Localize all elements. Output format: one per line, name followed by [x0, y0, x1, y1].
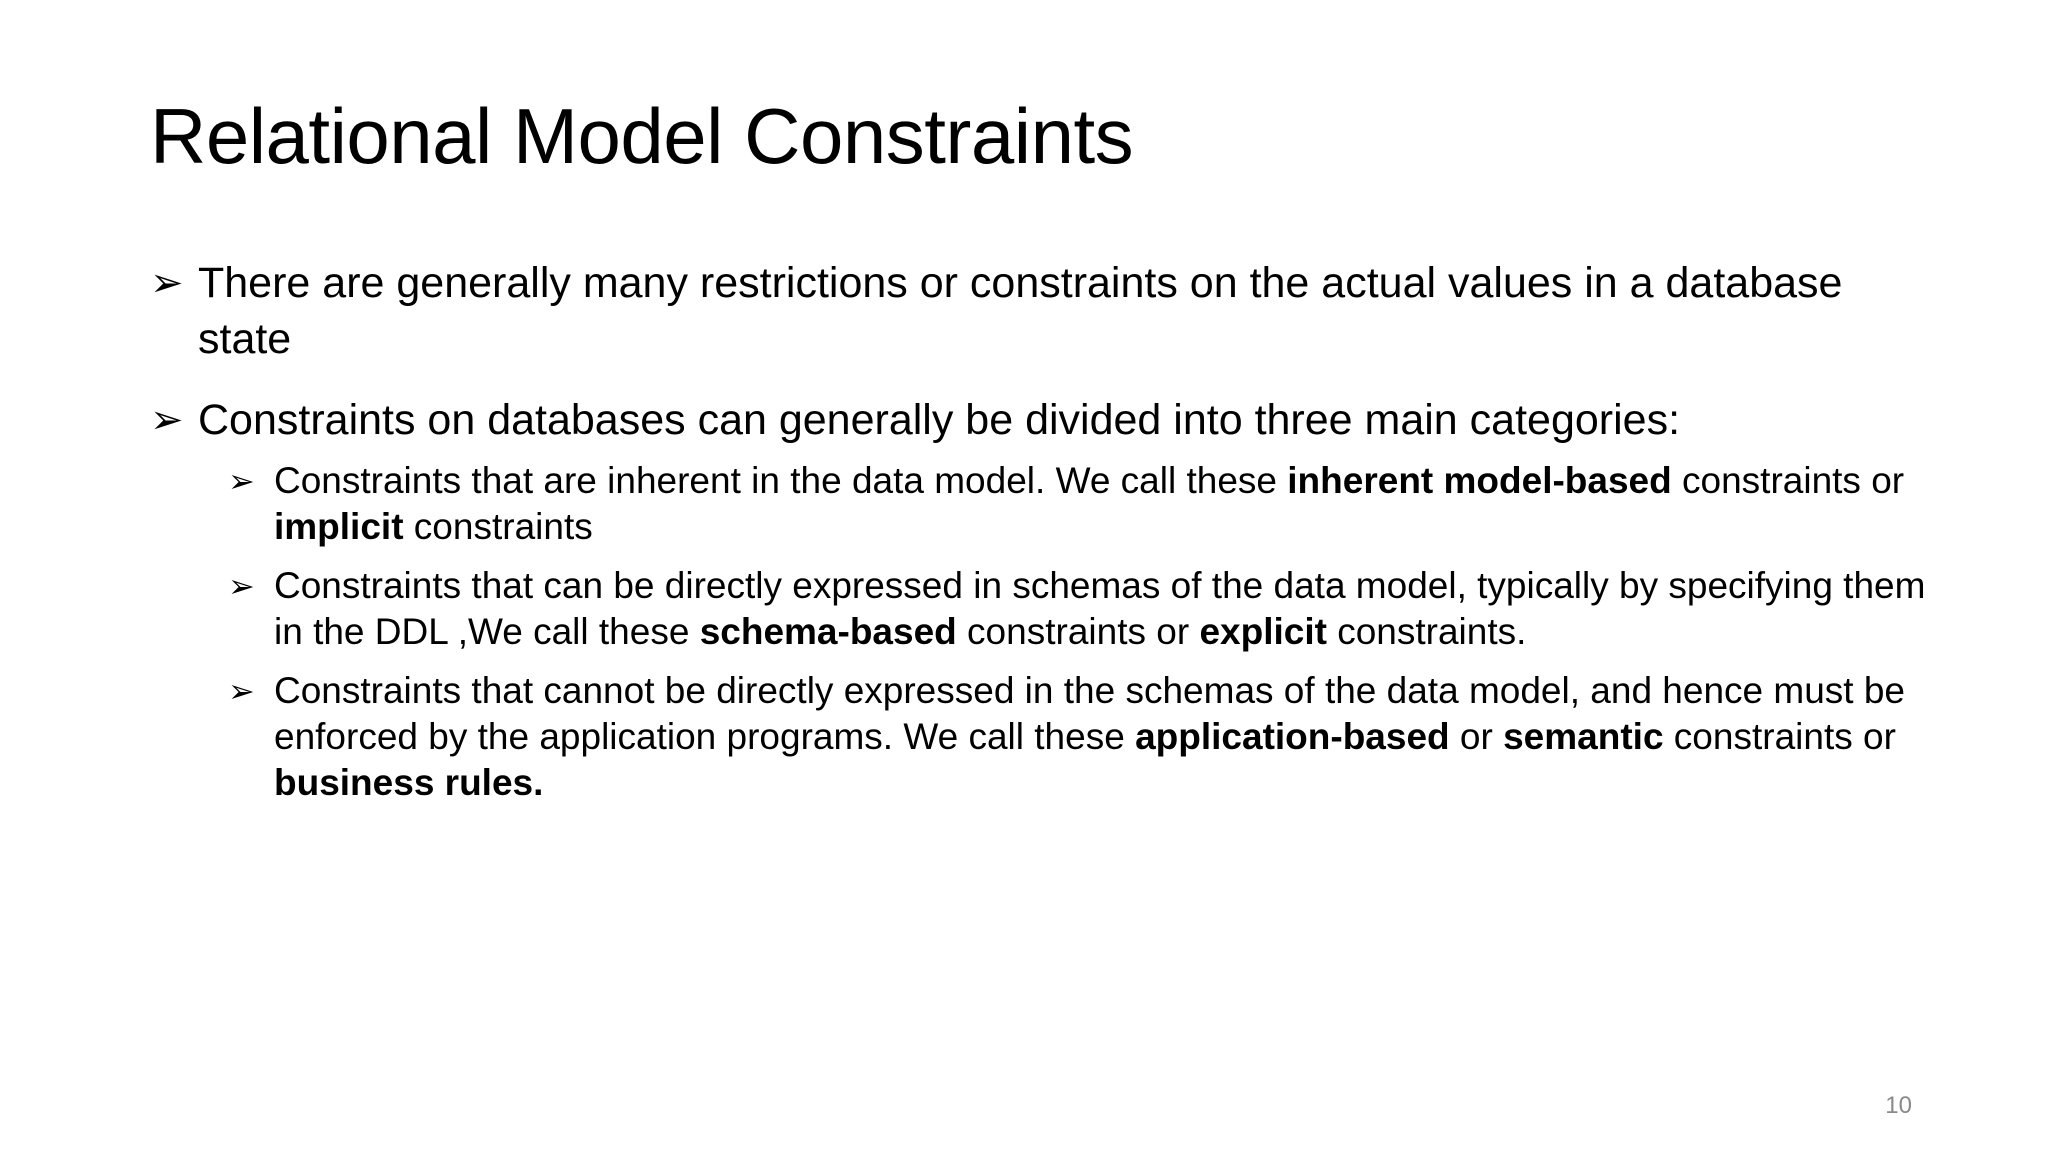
sub-bullet-item	[228, 458, 1948, 550]
bold-term: inherent model-based	[1287, 460, 1672, 501]
sub-bullet-text: Constraints that are inherent in the data model. We call these inherent model-based constraints or implicit constraints	[274, 460, 1905, 547]
page-number: 10	[1885, 1092, 1912, 1119]
arrowhead-bullet-icon: ➢	[228, 567, 255, 605]
bold-term: explicit	[1199, 611, 1327, 652]
arrowhead-bullet-icon: ➢	[150, 397, 184, 443]
bullet-text: There are generally many restrictions or constraints on the actual values in a database state	[198, 259, 1843, 363]
sub-bullet-item	[228, 563, 1948, 655]
bullet-item	[150, 392, 1940, 448]
bold-term: application-based	[1135, 716, 1450, 757]
bold-term: schema-based	[699, 611, 957, 652]
bullet-text: Constraints on databases can generally be divided into three main categories:	[198, 396, 1681, 444]
sub-bullet-item	[228, 668, 1948, 806]
bold-term: implicit	[274, 506, 404, 547]
sub-bullet-text: Constraints that can be directly expressed in schemas of the data model, typically by specifying them in the DDL ,We call these schema-based constraints or explicit constraints.	[274, 565, 1926, 652]
arrowhead-bullet-icon: ➢	[228, 672, 255, 710]
sub-bullet-text: Constraints that cannot be directly expressed in the schemas of the data model, and hence must be enforced by the application programs. We call these application-based or semantic constraints or business rules.	[274, 670, 1905, 803]
bold-term: semantic	[1503, 716, 1664, 757]
arrowhead-bullet-icon: ➢	[228, 462, 255, 500]
bullet-item	[150, 255, 1940, 367]
slide-title: Relational Model Constraints	[150, 92, 1134, 180]
arrowhead-bullet-icon: ➢	[150, 260, 184, 306]
bold-term: business rules.	[274, 762, 544, 803]
